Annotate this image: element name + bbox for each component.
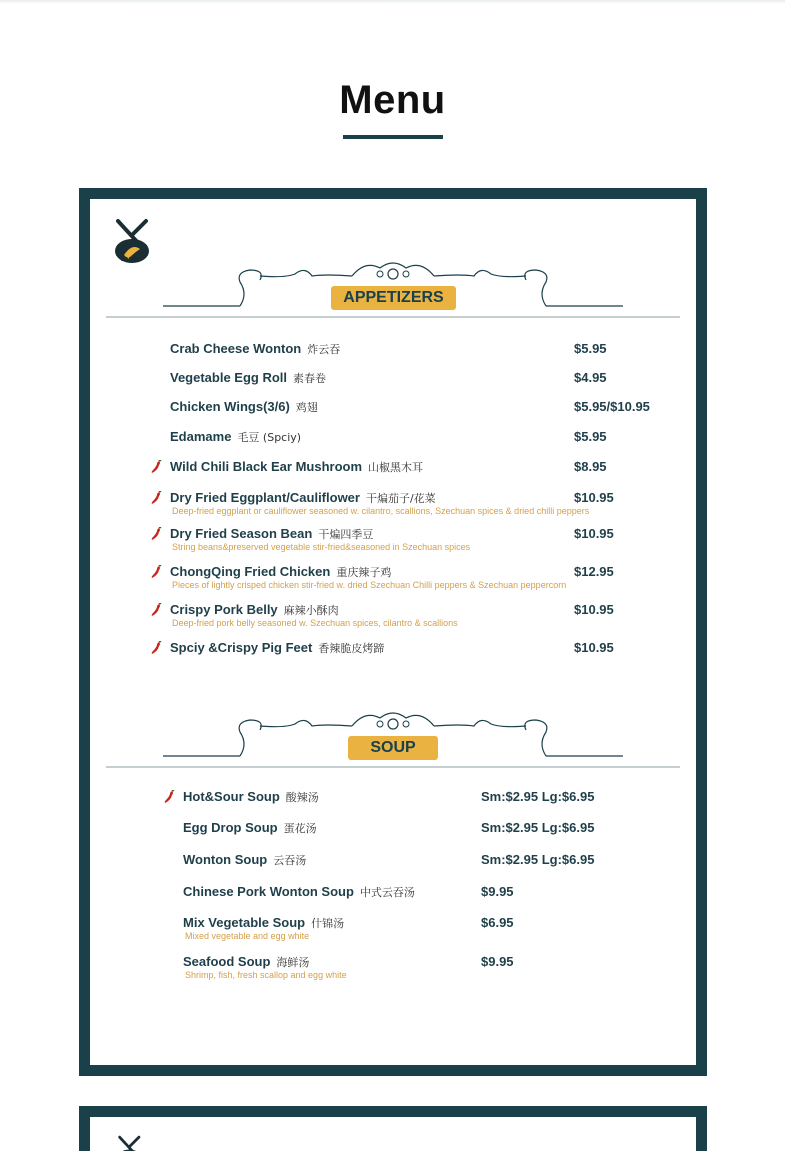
menu-item — [183, 884, 601, 902]
item-price: $6.95 — [481, 915, 514, 930]
item-chinese-name: 毛豆 (Spciy) — [237, 431, 302, 444]
item-chinese-name: 什锦汤 — [311, 917, 345, 930]
item-price: $8.95 — [574, 459, 607, 474]
item-chinese-name: 素春卷 — [293, 372, 327, 385]
item-name: Wild Chili Black Ear Mushroom 山椒黑木耳 — [170, 459, 424, 474]
menu-item — [183, 789, 601, 807]
soup-badge: SOUP — [348, 736, 438, 760]
item-chinese-name: 干煸四季豆 — [318, 528, 374, 541]
item-price: $10.95 — [574, 526, 614, 541]
item-chinese-name: 香辣脆皮烤蹄 — [318, 642, 385, 655]
menu-item — [170, 490, 694, 516]
appetizers-badge: APPETIZERS — [331, 286, 456, 310]
item-chinese-name: 海鲜汤 — [276, 956, 310, 969]
item-chinese-name: 重庆辣子鸡 — [336, 566, 392, 579]
item-name: Wonton Soup 云吞汤 — [183, 852, 307, 867]
item-price: Sm:$2.95 Lg:$6.95 — [481, 789, 595, 804]
menu-item — [183, 954, 601, 980]
item-chinese-name: 蛋花汤 — [283, 822, 317, 835]
item-chinese-name: 干煸茄子/花菜 — [365, 492, 436, 505]
item-name: Mix Vegetable Soup 什锦汤 — [183, 915, 345, 930]
item-price: $5.95/$10.95 — [574, 399, 650, 414]
item-price: $5.95 — [574, 429, 607, 444]
item-price: $4.95 — [574, 370, 607, 385]
item-name: Vegetable Egg Roll 素春卷 — [170, 370, 327, 385]
item-name: Edamame 毛豆 (Spciy) — [170, 429, 302, 444]
menu-item — [183, 820, 601, 838]
item-price: $12.95 — [574, 564, 614, 579]
menu-page — [90, 1117, 696, 1151]
dating-logo-icon — [110, 1133, 150, 1151]
menu-item — [170, 429, 694, 447]
item-chinese-name: 麻辣小酥肉 — [283, 604, 339, 617]
chili-pepper-icon — [150, 460, 162, 474]
title-underline — [343, 135, 443, 139]
menu-item — [170, 370, 694, 388]
item-price: $10.95 — [574, 640, 614, 655]
item-price: Sm:$2.95 Lg:$6.95 — [481, 852, 595, 867]
item-chinese-name: 云吞汤 — [273, 854, 307, 867]
item-name: Chicken Wings(3/6) 鸡翅 — [170, 399, 318, 414]
item-name: Dry Fried Season Bean 干煸四季豆 — [170, 526, 374, 541]
menu-item — [170, 399, 694, 417]
appetizers-header — [90, 254, 696, 324]
item-name: Seafood Soup 海鲜汤 — [183, 954, 310, 969]
chili-pepper-icon — [150, 603, 162, 617]
chili-pepper-icon — [150, 641, 162, 655]
item-price: $10.95 — [574, 490, 614, 505]
item-name: Crab Cheese Wonton 炸云吞 — [170, 341, 341, 356]
chili-pepper-icon — [150, 527, 162, 541]
item-price: $9.95 — [481, 954, 514, 969]
item-chinese-name: 酸辣汤 — [285, 791, 319, 804]
menu-image-page-2[interactable] — [79, 1106, 707, 1151]
menu-item — [170, 341, 694, 359]
item-name: Chinese Pork Wonton Soup 中式云吞汤 — [183, 884, 415, 899]
item-name: Crispy Pork Belly 麻辣小酥肉 — [170, 602, 339, 617]
item-chinese-name: 炸云吞 — [307, 343, 341, 356]
item-price: Sm:$2.95 Lg:$6.95 — [481, 820, 595, 835]
item-name: ChongQing Fried Chicken 重庆辣子鸡 — [170, 564, 392, 579]
menu-item — [170, 640, 694, 658]
menu-item — [183, 852, 601, 870]
logo-text: DATING — [121, 257, 143, 263]
chili-pepper-icon — [163, 790, 175, 804]
page-title: Menu — [339, 78, 446, 122]
item-name: Egg Drop Soup 蛋花汤 — [183, 820, 317, 835]
menu-item — [170, 459, 694, 477]
item-chinese-name: 山椒黑木耳 — [368, 461, 424, 474]
item-description: Pieces of lightly crisped chicken stir-fried w. dried Szechuan Chilli peppers & Szechuan peppercorn — [172, 580, 567, 590]
item-description: Deep-fried eggplant or cauliflower seasoned w. cilantro, scallions, Szechuan spices & dried chilli peppers — [172, 506, 590, 516]
menu-item — [170, 564, 694, 590]
chili-pepper-icon — [150, 491, 162, 505]
item-price: $5.95 — [574, 341, 607, 356]
menu-item — [183, 915, 601, 941]
item-price: $9.95 — [481, 884, 514, 899]
menu-page — [90, 199, 696, 1065]
item-name: Hot&Sour Soup 酸辣汤 — [183, 789, 319, 804]
item-chinese-name: 鸡翅 — [295, 401, 318, 414]
menu-image-page-1[interactable] — [79, 188, 707, 1076]
item-name: Spciy &Crispy Pig Feet 香辣脆皮烤蹄 — [170, 640, 385, 655]
menu-item — [170, 526, 694, 552]
chili-pepper-icon — [150, 565, 162, 579]
item-description: Shrimp, fish, fresh scallop and egg white — [185, 970, 347, 980]
item-description: Deep-fried pork belly seasoned w. Szechuan spices, cilantro & scallions — [172, 618, 458, 628]
item-price: $10.95 — [574, 602, 614, 617]
soup-header — [90, 704, 696, 774]
item-description: Mixed vegetable and egg white — [185, 931, 310, 941]
item-chinese-name: 中式云吞汤 — [359, 886, 415, 899]
top-shadow — [0, 0, 785, 4]
item-description: String beans&preserved vegetable stir-fried&seasoned in Szechuan spices — [172, 542, 471, 552]
item-name: Dry Fried Eggplant/Cauliflower 干煸茄子/花菜 — [170, 490, 436, 505]
menu-item — [170, 602, 694, 628]
